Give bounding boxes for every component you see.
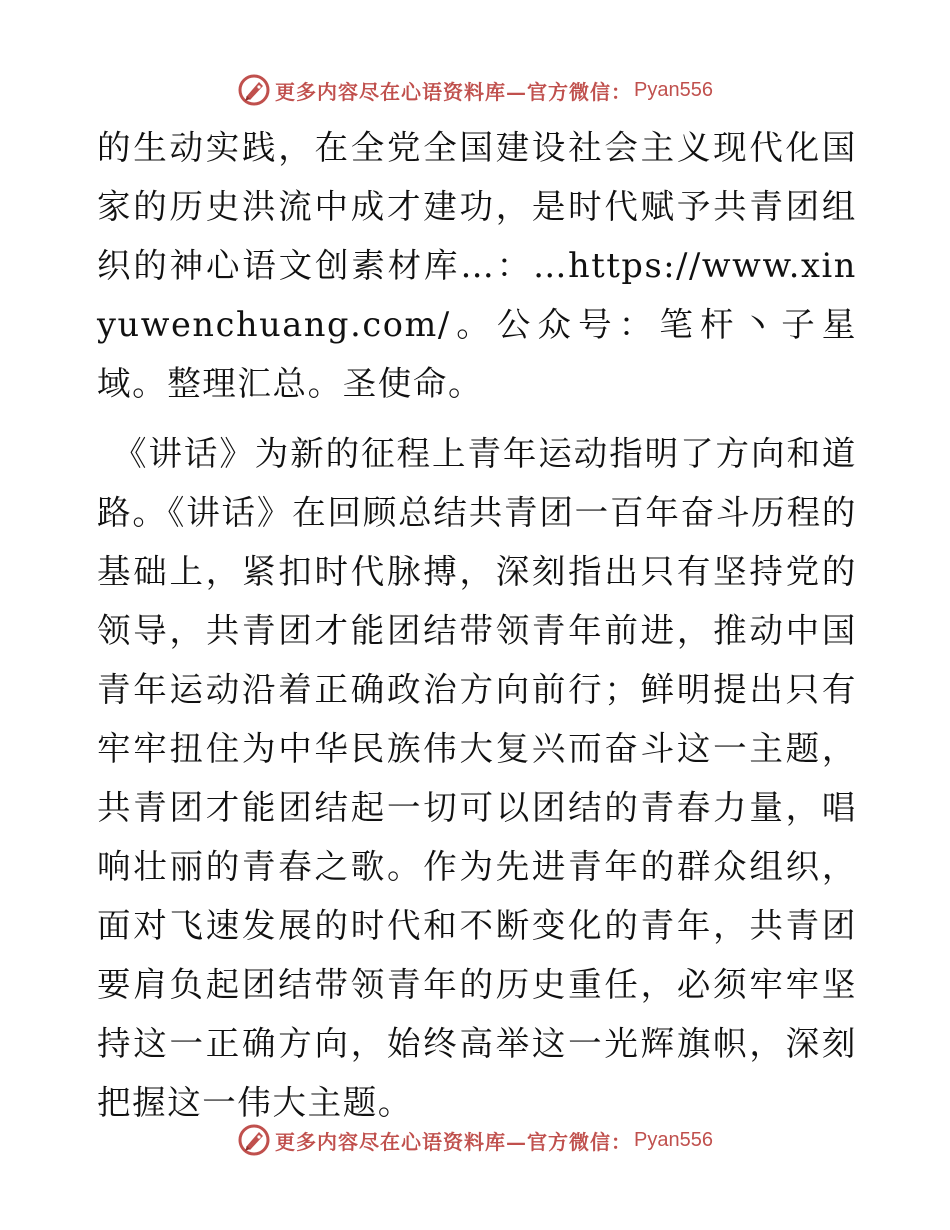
header-wechat-id: Pyan556 — [634, 78, 713, 101]
footer-banner — [0, 1120, 950, 1160]
footer-banner-text: 更多内容尽在心语资料库—官方微信： — [275, 1129, 633, 1154]
footer-wechat-id: Pyan556 — [634, 1128, 713, 1151]
document-body — [97, 118, 857, 1132]
pen-logo-icon — [237, 1123, 271, 1157]
paragraph-2: 《讲话》为新的征程上青年运动指明了方向和道路。《讲话》在回顾总结共青团一百年奋斗历程的基础上，紧扣时代脉搏，深刻指出只有坚持党的领导，共青团才能团结带领青年前进，推动中国青年运动沿着正确政治方向前行；鲜明提出只有牢牢扭住为中华民族伟大复兴而奋斗这一主题，共青团才能团结起一切可以团结的青春力量，唱响壮丽的青春之歌。作为先进青年的群众组织，面对飞速发展的时代和不断变化的青年，共青团要肩负起团结带领青年的历史重任，必须牢牢坚持这一正确方向，始终高举这一光辉旗帜，深刻把握这一伟大主题。 — [97, 434, 857, 1122]
paragraph-1: 的生动实践，在全党全国建设社会主义现代化国家的历史洪流中成才建功，是时代赋予共青团组织的神心语文创素材库…：…https://www.xinyuwenchuang.com/。公众号：笔杆丶子星域。整理汇总。圣使命。 — [97, 128, 857, 403]
header-banner — [0, 70, 950, 110]
header-banner-text: 更多内容尽在心语资料库—官方微信： — [275, 79, 633, 104]
pen-logo-icon — [237, 73, 271, 107]
